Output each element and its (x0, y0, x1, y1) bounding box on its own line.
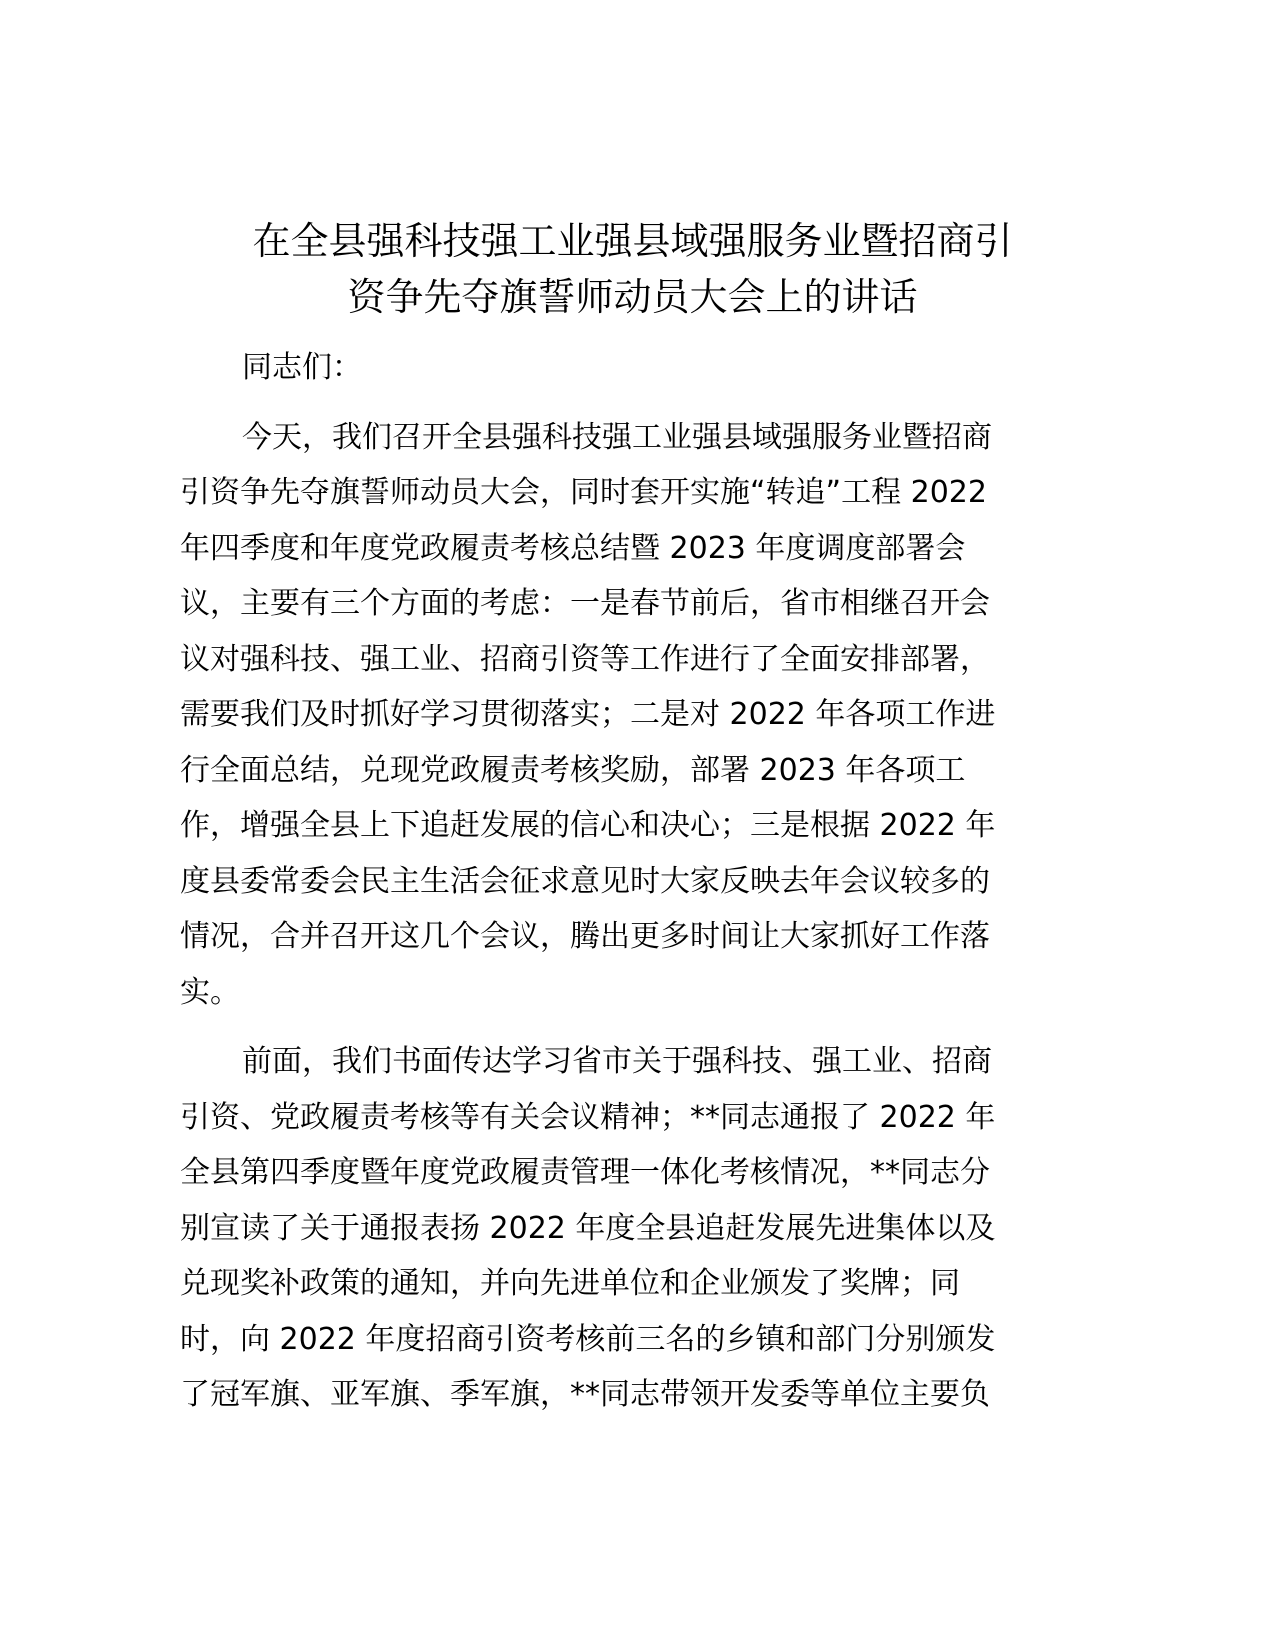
text-line: 前面，我们书面传达学习省市关于强科技、强工业、招商 (242, 1044, 992, 1079)
salutation: 同志们： (242, 350, 362, 385)
text-line: 了冠军旗、亚军旗、季军旗，**同志带领开发委等单位主要负 (180, 1377, 990, 1412)
text-line: 别宣读了关于通报表扬 2022 年度全县追赶发展先进集体以及 (180, 1210, 996, 1246)
paragraph-2 (180, 1034, 1040, 1423)
document-body (180, 340, 1040, 1423)
text-line: 年四季度和年度党政履责考核总结暨 2023 年度调度部署会 (180, 530, 966, 566)
document-title (180, 213, 1085, 325)
text-line: 议对强科技、强工业、招商引资等工作进行了全面安排部署， (180, 641, 990, 677)
text-line: 行全面总结，兑现党政履责考核奖励，部署 2023 年各项工 (180, 752, 966, 788)
text-line: 今天，我们召开全县强科技强工业强县域强服务业暨招商 (242, 419, 992, 455)
text-line: 度县委常委会民主生活会征求意见时大家反映去年会议较多的 (180, 863, 990, 899)
text-line: 引资、党政履责考核等有关会议精神；**同志通报了 2022 年 (180, 1099, 996, 1135)
text-line: 情况，合并召开这几个会议，腾出更多时间让大家抓好工作落 (180, 919, 990, 954)
text-line: 兑现奖补政策的通知，并向先进单位和企业颁发了奖牌；同 (180, 1266, 960, 1301)
text-line: 引资争先夺旗誓师动员大会，同时套开实施“转追”工程 2022 (180, 475, 987, 510)
text-line: 全县第四季度暨年度党政履责管理一体化考核情况，**同志分 (180, 1155, 990, 1190)
paragraph-1 (180, 410, 1040, 1021)
text-line: 时，向 2022 年度招商引资考核前三名的乡镇和部门分别颁发 (180, 1321, 996, 1357)
text-line: 实。 (180, 974, 240, 1010)
text-line: 需要我们及时抓好学习贯彻落实；二是对 2022 年各项工作进 (180, 697, 996, 732)
text-line: 议，主要有三个方面的考虑：一是春节前后，省市相继召开会 (180, 586, 990, 621)
title-line: 资争先夺旗誓师动员大会上的讲话 (347, 275, 918, 319)
text-line: 作，增强全县上下追赶发展的信心和决心；三是根据 2022 年 (180, 808, 996, 843)
title-line: 在全县强科技强工业强县域强服务业暨招商引 (252, 219, 1013, 263)
